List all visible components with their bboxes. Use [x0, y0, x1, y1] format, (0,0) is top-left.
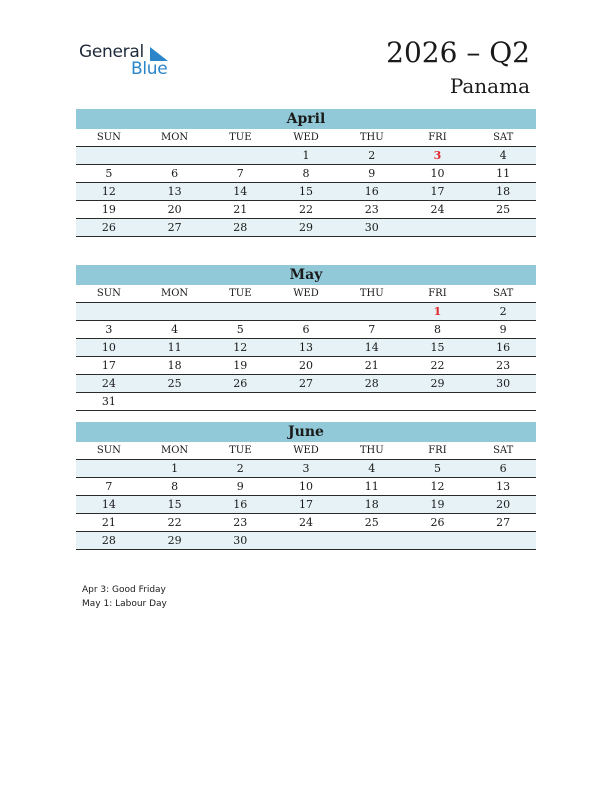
day-cell: 26	[101, 221, 116, 234]
weekday-label: WED	[293, 132, 319, 143]
day-cell: 15	[167, 498, 182, 511]
weekday-label: WED	[293, 445, 319, 456]
logo-text-blue: Blue	[131, 59, 168, 79]
day-cell: 6	[302, 323, 310, 336]
month-header: June	[76, 422, 536, 442]
empty-day-cell	[142, 147, 208, 164]
empty-day-cell	[142, 303, 208, 320]
day-cell: 1	[433, 305, 442, 318]
day-cell: 8	[433, 323, 441, 336]
day-cell: 29	[299, 221, 314, 234]
day-cell: 8	[171, 480, 179, 493]
empty-day-cell	[339, 532, 405, 549]
month-june	[76, 422, 536, 550]
day-cell: 25	[364, 516, 379, 529]
day-cell: 23	[233, 516, 248, 529]
day-cell: 10	[430, 167, 445, 180]
day-cell: 27	[299, 377, 314, 390]
day-cell: 16	[364, 185, 379, 198]
empty-day-cell	[76, 303, 142, 320]
day-cell: 2	[499, 305, 507, 318]
day-cell: 14	[233, 185, 248, 198]
day-cell: 25	[496, 203, 511, 216]
day-cell: 18	[364, 498, 379, 511]
empty-day-cell	[273, 532, 339, 549]
day-cell: 28	[101, 534, 116, 547]
day-cell: 17	[430, 185, 445, 198]
day-cell: 13	[167, 185, 182, 198]
day-cell: 21	[101, 516, 116, 529]
week-row	[76, 460, 536, 478]
day-cell: 31	[101, 395, 116, 408]
week-row	[76, 478, 536, 496]
empty-day-cell	[339, 303, 405, 320]
day-cell: 9	[236, 480, 244, 493]
empty-day-cell	[470, 219, 536, 236]
day-cell: 20	[167, 203, 182, 216]
day-cell: 3	[433, 149, 442, 162]
empty-day-cell	[207, 393, 273, 410]
weekday-label: FRI	[428, 445, 447, 456]
weekday-label: SUN	[96, 132, 121, 143]
week-row	[76, 532, 536, 550]
month-header: April	[76, 109, 536, 129]
day-cell: 10	[101, 341, 116, 354]
day-cell: 23	[364, 203, 379, 216]
day-cell: 19	[101, 203, 116, 216]
week-row	[76, 375, 536, 393]
day-cell: 24	[430, 203, 445, 216]
weekday-label: FRI	[428, 132, 447, 143]
day-cell: 11	[364, 480, 379, 493]
day-cell: 13	[299, 341, 314, 354]
empty-day-cell	[207, 147, 273, 164]
day-cell: 7	[368, 323, 376, 336]
empty-day-cell	[76, 147, 142, 164]
holiday-note: May 1: Labour Day	[82, 599, 167, 609]
day-cell: 30	[233, 534, 248, 547]
month-header: May	[76, 265, 536, 285]
day-cell: 6	[499, 462, 507, 475]
day-cell: 2	[236, 462, 244, 475]
day-cell: 2	[368, 149, 376, 162]
day-cell: 14	[364, 341, 379, 354]
weekday-label: MON	[160, 288, 189, 299]
day-cell: 28	[364, 377, 379, 390]
month-april	[76, 109, 536, 237]
day-cell: 17	[299, 498, 314, 511]
week-row	[76, 147, 536, 165]
day-cell: 1	[302, 149, 310, 162]
day-cell: 30	[364, 221, 379, 234]
day-cell: 11	[167, 341, 182, 354]
weekday-label: SAT	[493, 132, 514, 143]
day-cell: 17	[101, 359, 116, 372]
day-cell: 8	[302, 167, 310, 180]
weekday-label: THU	[359, 445, 384, 456]
day-cell: 9	[499, 323, 507, 336]
day-cell: 12	[233, 341, 248, 354]
holiday-note: Apr 3: Good Friday	[82, 585, 166, 595]
day-cell: 13	[496, 480, 511, 493]
empty-day-cell	[405, 532, 471, 549]
day-cell: 14	[101, 498, 116, 511]
empty-day-cell	[405, 219, 471, 236]
day-cell: 22	[167, 516, 182, 529]
holiday-notes	[82, 583, 167, 611]
day-cell: 4	[499, 149, 507, 162]
day-cell: 19	[430, 498, 445, 511]
weekday-label: THU	[359, 288, 384, 299]
weekday-header-row	[76, 442, 536, 460]
day-cell: 15	[430, 341, 445, 354]
day-cell: 29	[430, 377, 445, 390]
week-row	[76, 201, 536, 219]
weekday-header-row	[76, 129, 536, 147]
empty-day-cell	[207, 303, 273, 320]
weekday-label: THU	[359, 132, 384, 143]
day-cell: 5	[105, 167, 113, 180]
week-row	[76, 219, 536, 237]
day-cell: 16	[233, 498, 248, 511]
day-cell: 5	[433, 462, 441, 475]
weekday-label: SAT	[493, 288, 514, 299]
day-cell: 26	[430, 516, 445, 529]
day-cell: 1	[171, 462, 179, 475]
day-cell: 25	[167, 377, 182, 390]
day-cell: 19	[233, 359, 248, 372]
weekday-label: MON	[160, 445, 189, 456]
empty-day-cell	[470, 393, 536, 410]
quarter-title: 2026 – Q2	[386, 36, 530, 69]
week-row	[76, 339, 536, 357]
empty-day-cell	[339, 393, 405, 410]
weekday-label: SAT	[493, 445, 514, 456]
day-cell: 20	[496, 498, 511, 511]
day-cell: 21	[233, 203, 248, 216]
day-cell: 27	[167, 221, 182, 234]
logo-text-general: General	[79, 42, 144, 62]
week-row	[76, 514, 536, 532]
empty-day-cell	[273, 393, 339, 410]
day-cell: 21	[364, 359, 379, 372]
day-cell: 22	[299, 203, 314, 216]
day-cell: 9	[368, 167, 376, 180]
day-cell: 16	[496, 341, 511, 354]
week-row	[76, 357, 536, 375]
day-cell: 30	[496, 377, 511, 390]
empty-day-cell	[405, 393, 471, 410]
day-cell: 28	[233, 221, 248, 234]
day-cell: 7	[236, 167, 244, 180]
weekday-label: TUE	[229, 288, 252, 299]
day-cell: 12	[430, 480, 445, 493]
day-cell: 7	[105, 480, 113, 493]
month-may	[76, 265, 536, 411]
weekday-label: TUE	[229, 445, 252, 456]
empty-day-cell	[76, 460, 142, 477]
day-cell: 29	[167, 534, 182, 547]
week-row	[76, 321, 536, 339]
day-cell: 4	[171, 323, 179, 336]
day-cell: 3	[105, 323, 113, 336]
country-name: Panama	[449, 74, 530, 98]
weekday-label: MON	[160, 132, 189, 143]
empty-day-cell	[470, 532, 536, 549]
day-cell: 26	[233, 377, 248, 390]
day-cell: 24	[299, 516, 314, 529]
day-cell: 11	[496, 167, 511, 180]
day-cell: 12	[101, 185, 116, 198]
week-row	[76, 393, 536, 411]
weekday-label: SUN	[96, 288, 121, 299]
day-cell: 4	[368, 462, 376, 475]
week-row	[76, 183, 536, 201]
empty-day-cell	[142, 393, 208, 410]
weekday-label: FRI	[428, 288, 447, 299]
day-cell: 27	[496, 516, 511, 529]
day-cell: 18	[167, 359, 182, 372]
empty-day-cell	[273, 303, 339, 320]
weekday-label: TUE	[229, 132, 252, 143]
day-cell: 10	[299, 480, 314, 493]
day-cell: 18	[496, 185, 511, 198]
day-cell: 23	[496, 359, 511, 372]
day-cell: 6	[171, 167, 179, 180]
week-row	[76, 165, 536, 183]
week-row	[76, 303, 536, 321]
weekday-header-row	[76, 285, 536, 303]
day-cell: 5	[236, 323, 244, 336]
weekday-label: WED	[293, 288, 319, 299]
day-cell: 3	[302, 462, 310, 475]
day-cell: 22	[430, 359, 445, 372]
day-cell: 15	[299, 185, 314, 198]
weekday-label: SUN	[96, 445, 121, 456]
day-cell: 24	[101, 377, 116, 390]
day-cell: 20	[299, 359, 314, 372]
logo	[79, 42, 189, 82]
week-row	[76, 496, 536, 514]
